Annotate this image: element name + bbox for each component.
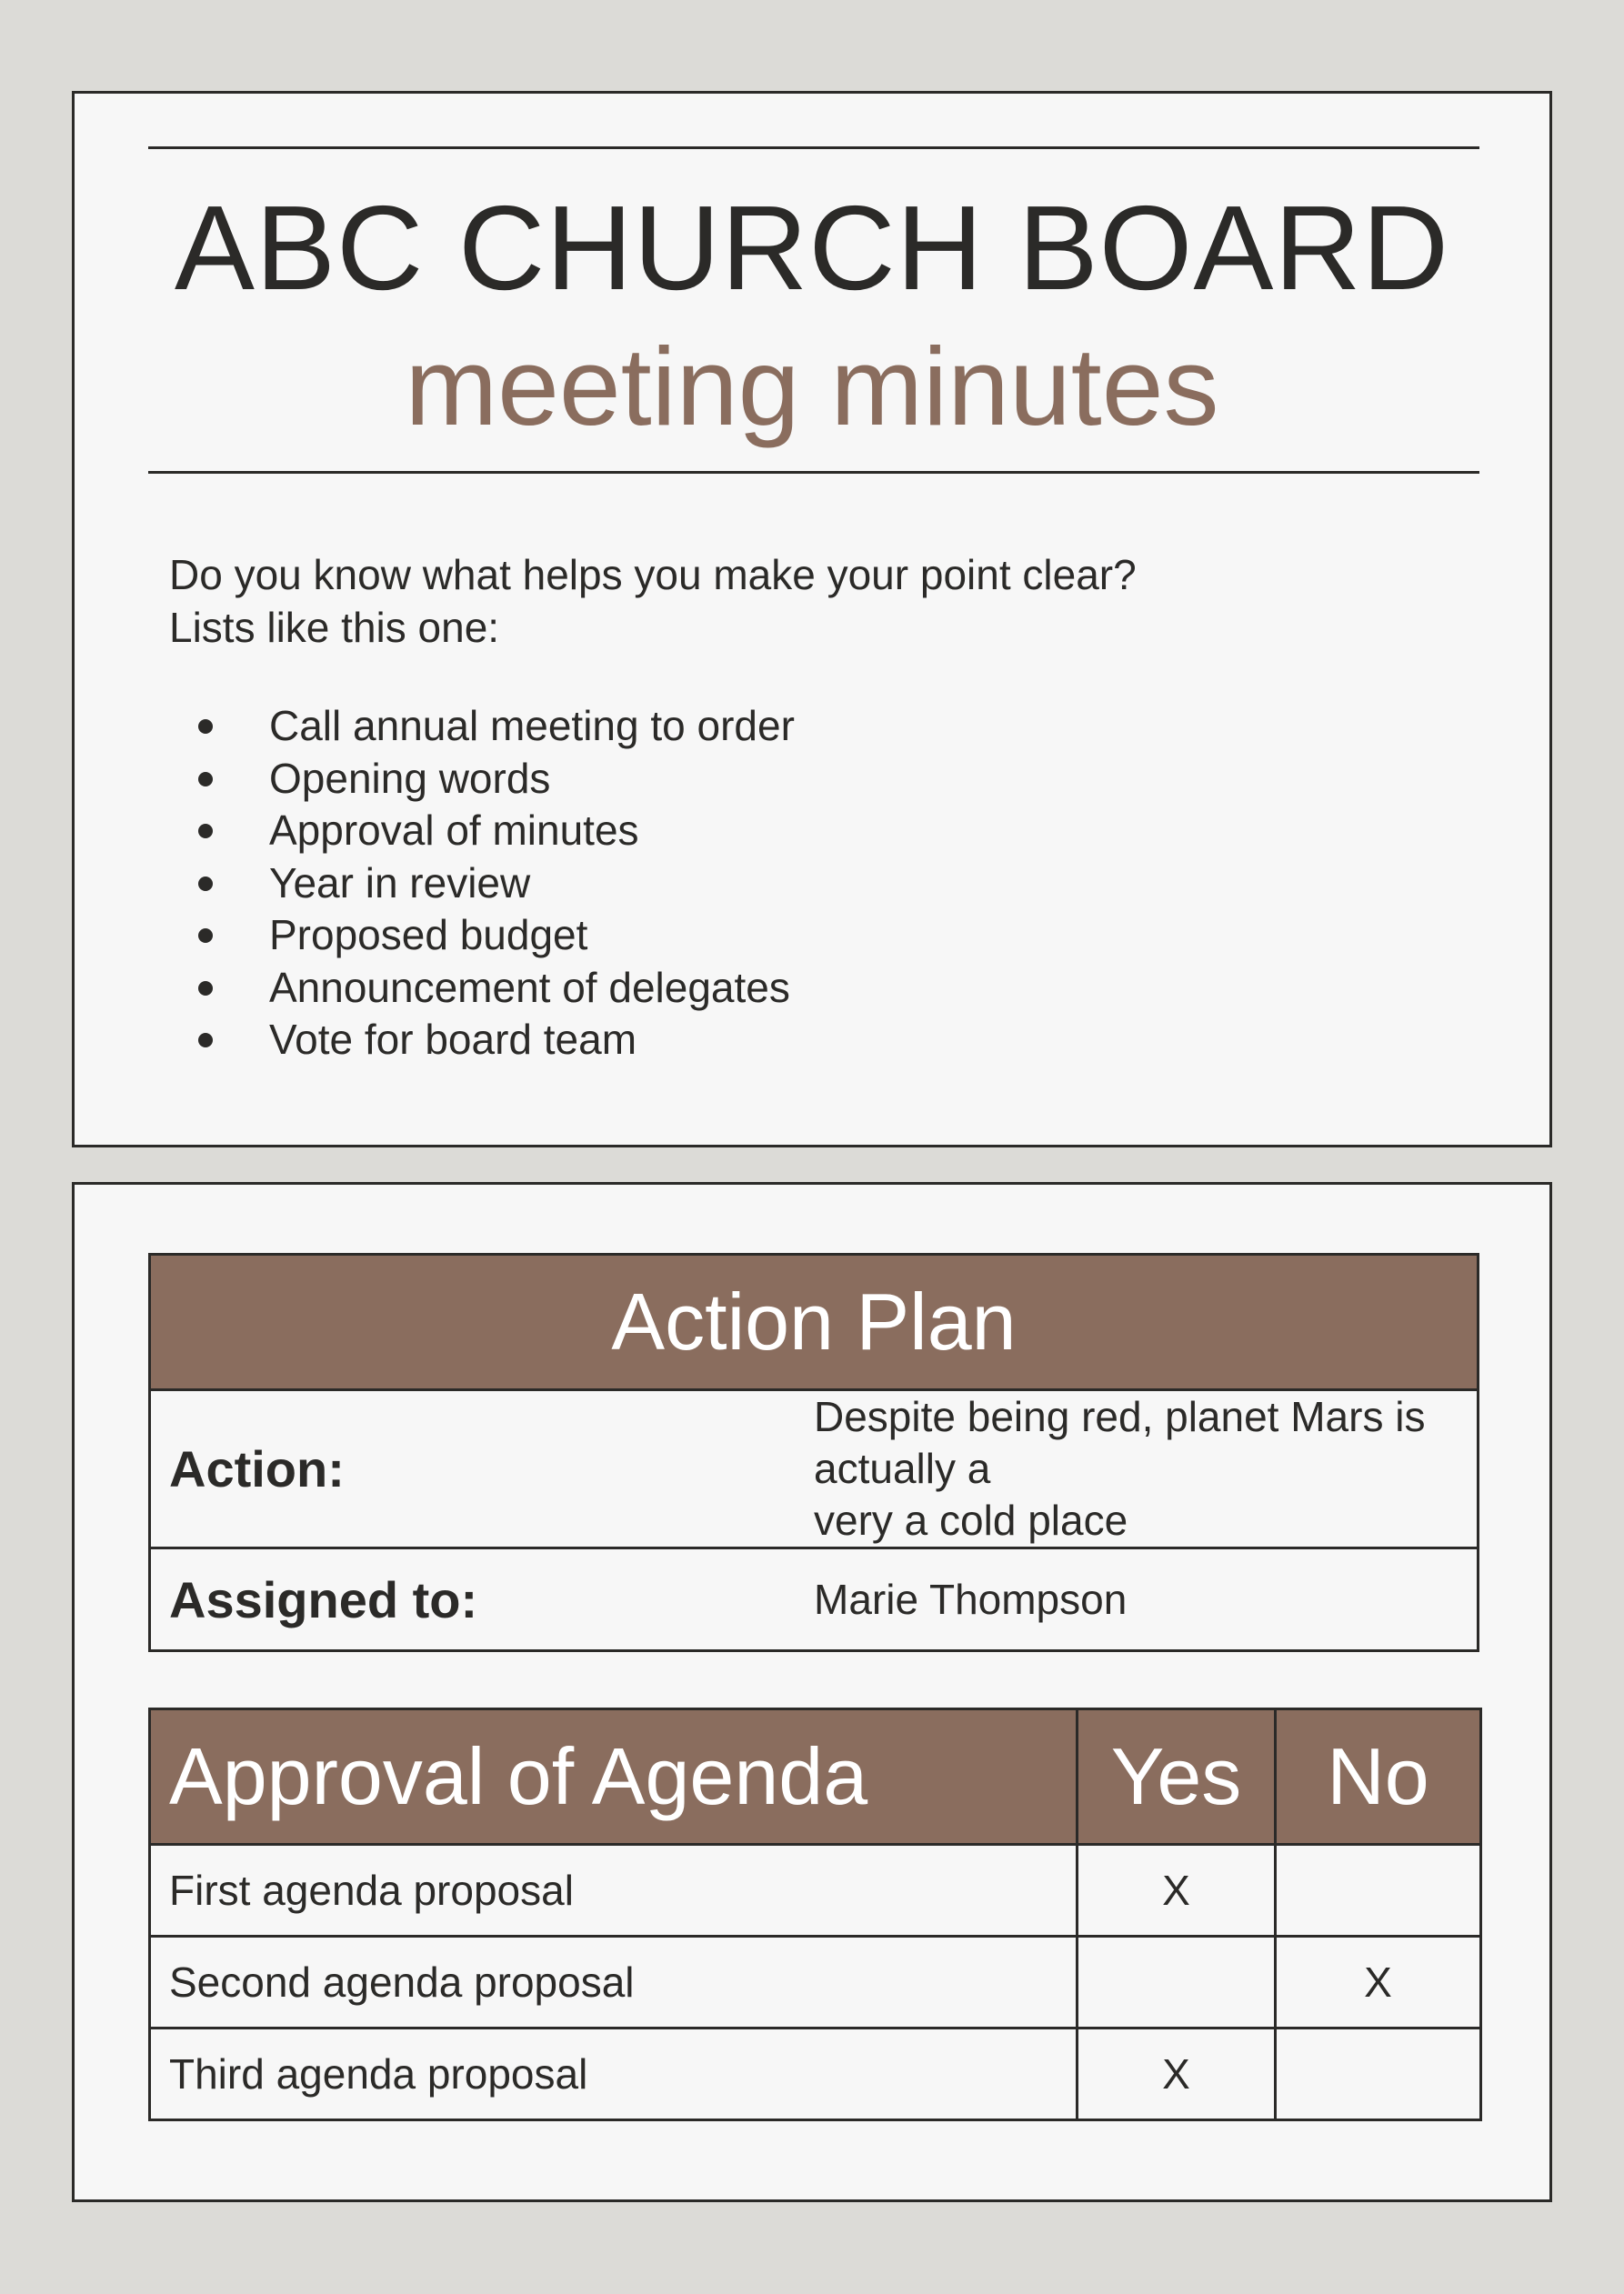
yes-mark	[1078, 1937, 1276, 2029]
no-mark: X	[1276, 1937, 1481, 2029]
list-item-label: Vote for board team	[269, 1016, 637, 1063]
yes-mark: X	[1078, 1845, 1276, 1937]
top-divider	[148, 146, 1479, 149]
action-approval-panel	[72, 1182, 1552, 2202]
list-item	[169, 857, 795, 910]
approval-header-name: Approval of Agenda	[150, 1709, 1078, 1845]
approval-header-no: No	[1276, 1709, 1481, 1845]
yes-mark: X	[1078, 2029, 1276, 2120]
action-value-line-2: very a cold place	[814, 1497, 1128, 1544]
bullet-icon	[198, 928, 213, 943]
assigned-label: Assigned to:	[150, 1548, 815, 1651]
bullet-icon	[198, 824, 213, 838]
action-plan-title: Action Plan	[150, 1255, 1479, 1390]
action-label: Action:	[150, 1390, 815, 1548]
list-item-label: Approval of minutes	[269, 806, 639, 854]
bullet-icon	[198, 877, 213, 891]
intro-line-2: Lists like this one:	[169, 604, 500, 651]
table-row	[150, 1937, 1481, 2029]
assigned-value: Marie Thompson	[814, 1548, 1479, 1651]
agenda-list	[169, 700, 795, 1067]
bullet-icon	[198, 1033, 213, 1047]
approval-header-yes: Yes	[1078, 1709, 1276, 1845]
action-value-line-1: Despite being red, planet Mars is actually a	[814, 1393, 1426, 1492]
list-item	[169, 700, 795, 753]
bottom-divider	[148, 471, 1479, 474]
table-row	[150, 2029, 1481, 2120]
list-item-label: Proposed budget	[269, 911, 588, 958]
action-plan-table	[148, 1253, 1479, 1652]
list-item	[169, 962, 795, 1015]
proposal-name: Third agenda proposal	[150, 2029, 1078, 2120]
table-row	[150, 1548, 1479, 1651]
list-item	[169, 805, 795, 857]
intro-text	[169, 548, 1137, 654]
bullet-icon	[198, 719, 213, 734]
intro-line-1: Do you know what helps you make your point clear?	[169, 551, 1137, 598]
list-item	[169, 1014, 795, 1067]
page-title: ABC CHURCH BOARD	[174, 181, 1450, 315]
page-subtitle: meeting minutes	[405, 325, 1219, 448]
no-mark	[1276, 2029, 1481, 2120]
list-item-label: Call annual meeting to order	[269, 702, 795, 749]
list-item-label: Year in review	[269, 858, 531, 907]
bullet-icon	[198, 981, 213, 996]
approval-table	[148, 1708, 1482, 2121]
no-mark	[1276, 1845, 1481, 1937]
list-item	[169, 909, 795, 962]
list-item-label: Opening words	[269, 754, 551, 802]
table-row	[150, 1390, 1479, 1548]
list-item-label: Announcement of delegates	[269, 963, 790, 1011]
table-row	[150, 1845, 1481, 1937]
bullet-icon	[198, 772, 213, 786]
action-value	[814, 1390, 1479, 1548]
list-item	[169, 753, 795, 806]
meeting-summary-panel	[72, 91, 1552, 1147]
proposal-name: Second agenda proposal	[150, 1937, 1078, 2029]
proposal-name: First agenda proposal	[150, 1845, 1078, 1937]
